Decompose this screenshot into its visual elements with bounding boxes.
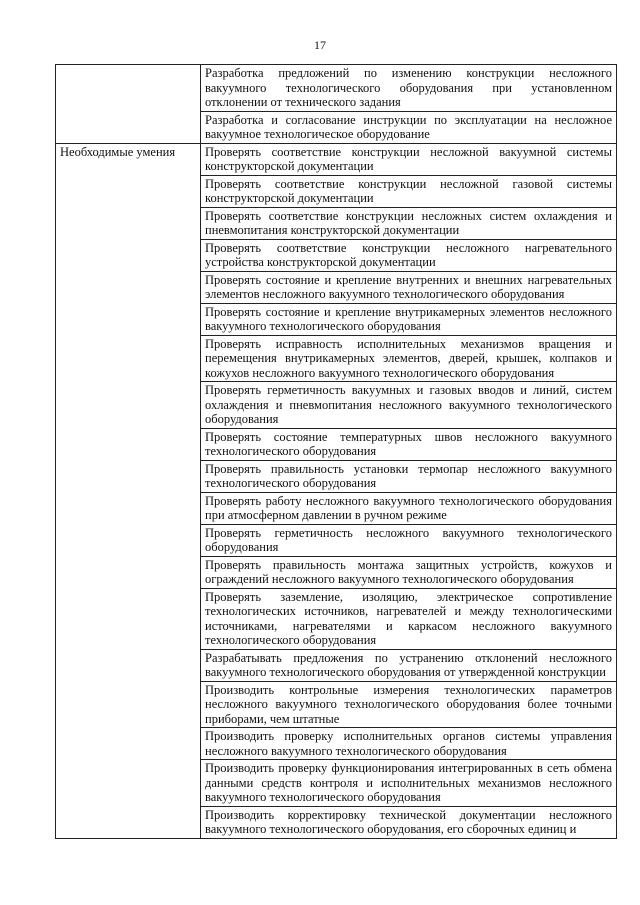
row-text-cell: Проверять соответствие конструкции несложной газовой системы конструкторской документации: [201, 175, 617, 207]
row-text-cell: Проверять соответствие конструкции несложного нагревательного устройства конструкторской документации: [201, 239, 617, 271]
row-text-cell: Проверять герметичность вакуумных и газовых вводов и линий, систем охлаждения и пневмопитания несложного вакуумного технологического оборудования: [201, 382, 617, 429]
row-text-cell: Проверять правильность монтажа защитных устройств, кожухов и ограждений несложного вакуумного технологического оборудования: [201, 556, 617, 588]
row-text-cell: Разработка и согласование инструкции по эксплуатации на несложное вакуумное технологическое оборудование: [201, 111, 617, 143]
row-text-cell: Производить контрольные измерения технологических параметров несложного вакуумного технологического оборудования более точными приборами, чем штатные: [201, 681, 617, 728]
row-text-cell: Проверять исправность исполнительных механизмов вращения и перемещения внутрикамерных элементов, дверей, крышек, колпаков и кожухов несложного вакуумного технологического оборудования: [201, 335, 617, 382]
row-text-cell: Производить проверку функционирования интегрированных в сеть обмена данными средств контроля и исполнительных механизмов несложного вакуумного технологического оборудования: [201, 760, 617, 807]
row-text-cell: Проверять соответствие конструкции несложных систем охлаждения и пневмопитания конструкторской документации: [201, 207, 617, 239]
row-text-cell: Разрабатывать предложения по устранению отклонений несложного вакуумного технологического оборудования от утвержденной конструкции: [201, 649, 617, 681]
row-text-cell: Разработка предложений по изменению конструкции несложного вакуумного технологического оборудования при установленном отклонении от технического задания: [201, 65, 617, 112]
table-body: [56, 65, 617, 839]
row-text-cell: Проверять заземление, изоляцию, электрическое сопротивление технологических источников, нагревателей и между технологическими источниками, нагревателями и каркасом несложного вакуумного технологического оборудования: [201, 588, 617, 649]
row-text-cell: Производить корректировку технической документации несложного вакуумного технологического оборудования, его сборочных единиц и: [201, 806, 617, 838]
row-text-cell: Проверять состояние и крепление внутрикамерных элементов несложного вакуумного технологического оборудования: [201, 303, 617, 335]
row-text-cell: Производить проверку исполнительных органов системы управления несложного вакуумного технологического оборудования: [201, 728, 617, 760]
row-text-cell: Проверять состояние температурных швов несложного вакуумного технологического оборудования: [201, 428, 617, 460]
page-number: 17: [314, 38, 326, 52]
row-text-cell: Проверять соответствие конструкции несложной вакуумной системы конструкторской документации: [201, 143, 617, 175]
table-row: [56, 65, 617, 112]
row-text-cell: Проверять герметичность несложного вакуумного технологического оборудования: [201, 524, 617, 556]
row-label-cell: [56, 65, 201, 144]
row-text-cell: Проверять работу несложного вакуумного технологического оборудования при атмосферном давлении в ручном режиме: [201, 492, 617, 524]
table-row: [56, 143, 617, 175]
requirements-table: [55, 64, 617, 839]
row-text-cell: Проверять правильность установки термопар несложного вакуумного технологического оборудования: [201, 460, 617, 492]
row-label-cell: Необходимые умения: [56, 143, 201, 838]
row-text-cell: Проверять состояние и крепление внутренних и внешних нагревательных элементов несложного вакуумного технологического оборудования: [201, 271, 617, 303]
